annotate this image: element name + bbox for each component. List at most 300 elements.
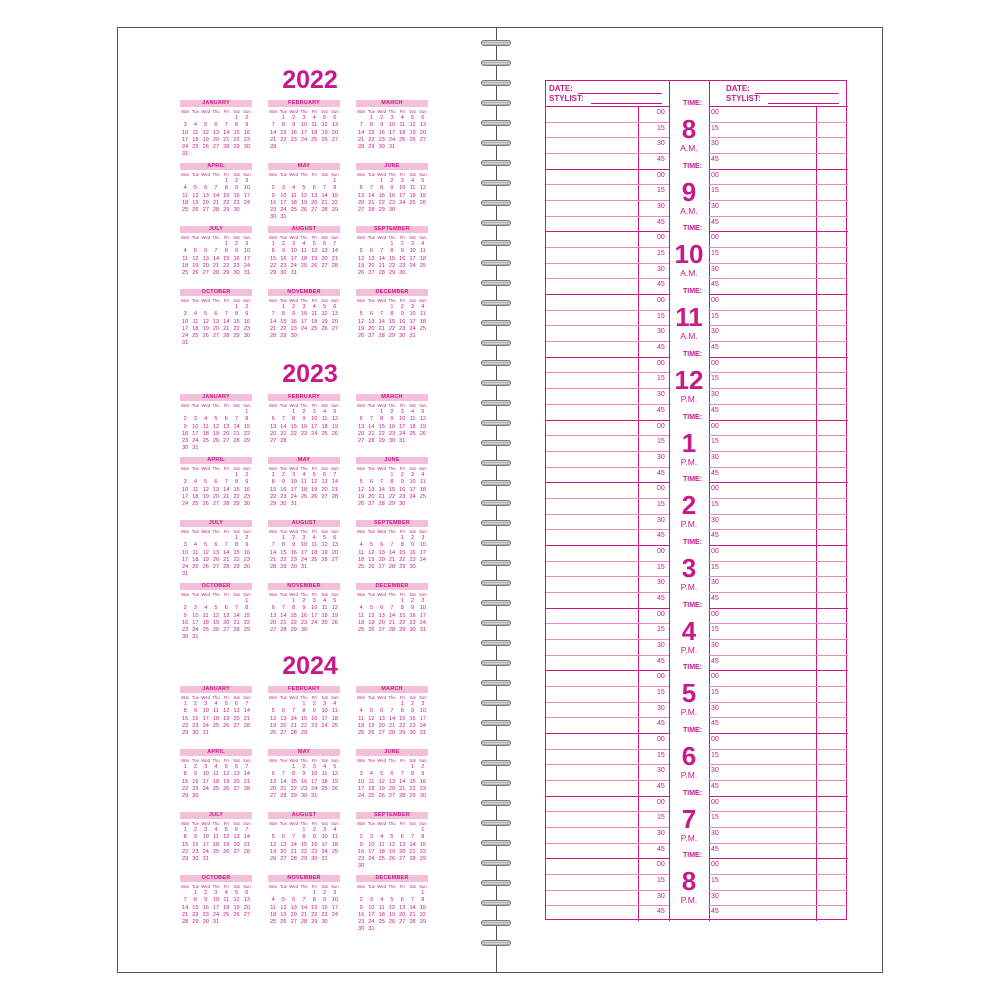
day-cell xyxy=(211,571,221,578)
day-cell: 3 xyxy=(245,241,249,248)
day-cell: 13 xyxy=(202,255,209,262)
month-name: NOVEMBER xyxy=(268,875,340,882)
coil-ring xyxy=(481,840,511,846)
day-cell: 28 xyxy=(378,501,385,508)
day-cell: 7 xyxy=(390,605,394,612)
day-cell: 19 xyxy=(212,430,220,437)
slot-line-left[interactable] xyxy=(546,890,669,891)
minute-label-right: 15 xyxy=(711,563,719,571)
slot-line-right[interactable] xyxy=(709,325,848,326)
slot-line-left[interactable] xyxy=(546,388,669,389)
day-cell: 1 xyxy=(193,890,197,897)
minute-label-left: 00 xyxy=(657,861,665,869)
slot-line-left[interactable] xyxy=(546,325,669,326)
weekday-header: Mon xyxy=(181,466,190,471)
weekday-header: Sat xyxy=(409,466,416,471)
slot-line-left[interactable] xyxy=(546,435,669,436)
day-cell: 29 xyxy=(192,919,199,926)
day-cell: 16 xyxy=(290,549,297,556)
slot-line-right[interactable] xyxy=(709,764,848,765)
minute-label-right: 00 xyxy=(711,422,719,430)
slot-line-left[interactable] xyxy=(546,639,669,640)
slot-line-right[interactable] xyxy=(709,310,848,311)
day-cell: 2 xyxy=(292,304,296,311)
day-cell: 25 xyxy=(212,722,220,729)
weekday-header: Sat xyxy=(321,172,328,177)
day-cell: 9 xyxy=(292,542,296,549)
slot-line-right[interactable] xyxy=(709,137,848,138)
slot-line-right[interactable] xyxy=(709,890,848,891)
day-cell: 11 xyxy=(202,612,209,619)
weekday-header: Sat xyxy=(321,403,328,408)
minute-label-left: 30 xyxy=(657,203,665,211)
weekday-header: Thu xyxy=(212,298,220,303)
weekday-header: Wed xyxy=(201,592,210,597)
weekday-header: Thu xyxy=(212,403,220,408)
day-cell: 11 xyxy=(213,771,219,778)
slot-line-right[interactable] xyxy=(709,749,848,750)
day-cell xyxy=(242,730,252,737)
weekday-header: Fri xyxy=(311,884,317,889)
slot-line-left[interactable] xyxy=(546,561,669,562)
hour-number: 2 xyxy=(681,490,697,521)
slot-line-left[interactable] xyxy=(546,686,669,687)
day-cell xyxy=(242,634,252,641)
weekday-header: Thu xyxy=(300,884,308,889)
day-cell: 29 xyxy=(388,270,396,277)
day-cell: 5 xyxy=(333,409,337,416)
slot-line-right[interactable] xyxy=(709,278,848,279)
day-cell: 22 xyxy=(223,199,230,206)
minute-label-left: 00 xyxy=(657,359,665,367)
slot-line-left[interactable] xyxy=(546,200,669,201)
minute-label-left: 15 xyxy=(657,375,665,383)
day-cell: 28 xyxy=(280,793,287,800)
slot-line-right[interactable] xyxy=(709,247,848,248)
month-july xyxy=(180,520,252,583)
minute-label-right: 00 xyxy=(711,673,719,681)
minute-label-left: 45 xyxy=(657,657,665,665)
day-cell: 5 xyxy=(214,605,218,612)
day-cell: 20 xyxy=(243,904,250,911)
slot-line-left[interactable] xyxy=(546,843,669,844)
slot-line-right[interactable] xyxy=(709,717,848,718)
day-cell: 14 xyxy=(409,904,416,911)
day-cell: 15 xyxy=(399,715,406,722)
day-cell: 21 xyxy=(223,136,230,143)
month-name: MAY xyxy=(268,457,340,464)
slot-line-left[interactable] xyxy=(546,451,669,452)
day-cell: 22 xyxy=(280,325,287,332)
stylist-line-left[interactable] xyxy=(591,103,662,104)
day-cell xyxy=(309,214,319,221)
day-cell: 4 xyxy=(193,479,197,486)
slot-line-left[interactable] xyxy=(546,827,669,828)
minute-label-left: 15 xyxy=(657,688,665,696)
day-cell xyxy=(418,564,428,571)
weekday-header: Mon xyxy=(269,529,278,534)
slot-line-right[interactable] xyxy=(709,623,848,624)
day-cell: 26 xyxy=(321,556,328,563)
slot-line-left[interactable] xyxy=(546,764,669,765)
slot-line-left[interactable] xyxy=(546,780,669,781)
day-cell: 29 xyxy=(233,333,240,340)
day-cell xyxy=(289,214,299,221)
weekday-header: Mon xyxy=(181,695,190,700)
day-cell: 24 xyxy=(212,911,220,918)
weekday-header: Wed xyxy=(201,529,210,534)
day-cell: 2 xyxy=(390,178,394,185)
day-cell: 9 xyxy=(183,612,187,619)
day-cell: 5 xyxy=(224,701,228,708)
day-cell: 3 xyxy=(390,115,394,122)
day-cell: 5 xyxy=(390,897,394,904)
slot-line-left[interactable] xyxy=(546,874,669,875)
slot-line-left[interactable] xyxy=(546,623,669,624)
day-cell: 23 xyxy=(388,199,396,206)
weekday-header: Wed xyxy=(377,695,386,700)
slot-line-right[interactable] xyxy=(709,372,848,373)
slot-line-left[interactable] xyxy=(546,514,669,515)
slot-line-left[interactable] xyxy=(546,702,669,703)
day-cell: 1 xyxy=(400,535,404,542)
slot-line-left[interactable] xyxy=(546,122,669,123)
weekday-header: Tue xyxy=(279,884,287,889)
slot-line-right[interactable] xyxy=(709,498,848,499)
hour-number: 7 xyxy=(681,803,697,834)
slot-line-right[interactable] xyxy=(709,153,848,154)
weekday-header: Thu xyxy=(388,172,396,177)
day-cell xyxy=(201,535,211,542)
month-october xyxy=(180,289,252,352)
day-cell: 24 xyxy=(192,627,199,634)
weekday-header: Sun xyxy=(419,109,427,114)
day-cell: 24 xyxy=(243,199,250,206)
day-cell xyxy=(356,701,366,708)
day-cell: 11 xyxy=(331,708,338,715)
appointment-planner-page xyxy=(545,80,847,920)
day-cell: 21 xyxy=(270,136,277,143)
minute-label-left: 00 xyxy=(657,673,665,681)
slot-line-right[interactable] xyxy=(709,686,848,687)
day-cell: 1 xyxy=(183,701,187,708)
coil-ring xyxy=(481,60,511,66)
slot-line-right[interactable] xyxy=(709,451,848,452)
weekday-header: Fri xyxy=(399,884,405,889)
day-cell: 24 xyxy=(399,430,406,437)
day-cell: 10 xyxy=(409,479,416,486)
slot-line-right[interactable] xyxy=(709,561,848,562)
day-cell: 17 xyxy=(182,556,189,563)
month-name: AUGUST xyxy=(268,520,340,527)
day-cell xyxy=(309,730,319,737)
minute-label-right: 15 xyxy=(711,250,719,258)
day-cell: 12 xyxy=(270,841,277,848)
slot-line-right[interactable] xyxy=(709,827,848,828)
slot-line-left[interactable] xyxy=(546,247,669,248)
day-cell: 30 xyxy=(192,856,199,863)
slot-line-left[interactable] xyxy=(546,467,669,468)
minute-label-left: 15 xyxy=(657,877,665,885)
day-cell: 21 xyxy=(212,262,220,269)
month-july xyxy=(180,812,252,875)
day-cell: 14 xyxy=(368,192,375,199)
day-cell: 7 xyxy=(224,122,228,129)
slot-line-left[interactable] xyxy=(546,278,669,279)
hour-divider-right xyxy=(709,357,848,358)
minute-label-right: 30 xyxy=(711,453,719,461)
minute-label-left: 15 xyxy=(657,124,665,132)
weekday-header: Thu xyxy=(212,172,220,177)
day-cell: 15 xyxy=(290,778,297,785)
day-cell: 31 xyxy=(311,793,318,800)
slot-line-left[interactable] xyxy=(546,576,669,577)
slot-line-right[interactable] xyxy=(709,263,848,264)
minute-label-right: 30 xyxy=(711,516,719,524)
slot-line-right[interactable] xyxy=(709,435,848,436)
day-cell: 11 xyxy=(409,185,416,192)
header-bottom-right xyxy=(709,106,848,107)
slot-line-left[interactable] xyxy=(546,529,669,530)
weekday-header: Wed xyxy=(289,172,298,177)
day-cell: 30 xyxy=(409,627,416,634)
slot-line-right[interactable] xyxy=(709,216,848,217)
day-cell: 1 xyxy=(183,827,187,834)
day-cell xyxy=(356,409,366,416)
day-cell: 29 xyxy=(378,207,385,214)
day-cell: 28 xyxy=(182,919,189,926)
day-cell xyxy=(268,178,278,185)
day-cell xyxy=(319,627,329,634)
slot-line-right[interactable] xyxy=(709,200,848,201)
slot-line-left[interactable] xyxy=(546,341,669,342)
slot-line-left[interactable] xyxy=(546,372,669,373)
day-cell xyxy=(330,438,340,445)
month-may xyxy=(268,163,340,226)
day-cell: 7 xyxy=(380,311,384,318)
day-cell: 4 xyxy=(183,248,187,255)
slot-line-left[interactable] xyxy=(546,811,669,812)
day-cell xyxy=(221,634,231,641)
day-cell: 27 xyxy=(321,493,328,500)
minute-label-left: 45 xyxy=(657,469,665,477)
day-cell: 10 xyxy=(311,416,318,423)
day-cell: 20 xyxy=(419,129,426,136)
day-cell: 9 xyxy=(400,311,404,318)
day-grid xyxy=(180,820,252,863)
slot-line-right[interactable] xyxy=(709,529,848,530)
slot-line-right[interactable] xyxy=(709,404,848,405)
minute-label-right: 15 xyxy=(711,312,719,320)
day-cell: 6 xyxy=(333,535,337,542)
year-title: 2023 xyxy=(282,360,338,388)
day-cell xyxy=(190,409,200,416)
day-cell: 2 xyxy=(380,115,384,122)
hour-divider-right xyxy=(709,670,848,671)
day-cell xyxy=(242,445,252,452)
day-cell: 13 xyxy=(270,612,277,619)
day-cell xyxy=(268,304,278,311)
slot-line-left[interactable] xyxy=(546,263,669,264)
hour-period: P.M. xyxy=(680,707,698,718)
slot-line-left[interactable] xyxy=(546,498,669,499)
day-cell: 17 xyxy=(212,904,220,911)
day-cell: 19 xyxy=(202,556,209,563)
slot-line-left[interactable] xyxy=(546,184,669,185)
slot-line-left[interactable] xyxy=(546,216,669,217)
day-cell: 15 xyxy=(270,255,277,262)
day-cell: 19 xyxy=(202,493,209,500)
weekday-header: Sun xyxy=(331,109,339,114)
slot-line-right[interactable] xyxy=(709,592,848,593)
stylist-line-right[interactable] xyxy=(768,103,839,104)
minute-label-right: 00 xyxy=(711,109,719,116)
slot-line-right[interactable] xyxy=(709,905,848,906)
weekday-header: Fri xyxy=(223,884,229,889)
day-cell: 29 xyxy=(300,856,308,863)
slot-line-left[interactable] xyxy=(546,905,669,906)
day-cell: 9 xyxy=(281,248,285,255)
day-cell: 15 xyxy=(409,778,416,785)
day-cell: 2 xyxy=(292,535,296,542)
day-cell: 6 xyxy=(281,708,285,715)
day-cell: 29 xyxy=(300,730,308,737)
day-cell: 21 xyxy=(290,848,297,855)
day-cell xyxy=(397,764,407,771)
slot-line-right[interactable] xyxy=(709,467,848,468)
coil-ring xyxy=(481,740,511,746)
day-cell: 15 xyxy=(223,192,230,199)
day-cell: 10 xyxy=(290,479,297,486)
day-cell xyxy=(377,926,387,933)
slot-line-right[interactable] xyxy=(709,843,848,844)
weekday-header: Tue xyxy=(191,109,199,114)
weekday-header: Tue xyxy=(191,529,199,534)
slot-line-right[interactable] xyxy=(709,514,848,515)
day-cell: 15 xyxy=(388,318,396,325)
day-cell: 14 xyxy=(280,778,287,785)
coil-ring xyxy=(481,860,511,866)
slot-line-left[interactable] xyxy=(546,137,669,138)
date-line-right[interactable] xyxy=(755,93,839,94)
day-cell: 12 xyxy=(223,834,230,841)
day-cell: 22 xyxy=(280,136,287,143)
day-cell: 30 xyxy=(243,144,250,151)
day-cell: 3 xyxy=(421,535,425,542)
weekday-header: Fri xyxy=(311,172,317,177)
day-cell xyxy=(268,409,278,416)
day-cell: 30 xyxy=(233,270,240,277)
day-cell: 21 xyxy=(368,430,375,437)
day-cell: 27 xyxy=(212,501,220,508)
slot-line-right[interactable] xyxy=(709,702,848,703)
day-cell: 12 xyxy=(368,612,375,619)
slot-line-right[interactable] xyxy=(709,811,848,812)
day-cell: 1 xyxy=(224,178,228,185)
weekday-header: Fri xyxy=(311,821,317,826)
day-cell: 14 xyxy=(409,841,416,848)
day-cell: 15 xyxy=(243,612,250,619)
slot-line-right[interactable] xyxy=(709,122,848,123)
day-cell xyxy=(366,598,376,605)
slot-line-left[interactable] xyxy=(546,749,669,750)
minute-label-right: 15 xyxy=(711,187,719,195)
day-cell: 31 xyxy=(290,501,297,508)
minute-label-left: 00 xyxy=(657,422,665,430)
day-cell xyxy=(418,438,428,445)
day-cell xyxy=(319,144,329,151)
slot-line-right[interactable] xyxy=(709,388,848,389)
day-cell: 2 xyxy=(411,535,415,542)
weekday-header: Mon xyxy=(181,529,190,534)
weekday-header: Tue xyxy=(191,884,199,889)
slot-line-right[interactable] xyxy=(709,655,848,656)
day-cell xyxy=(289,890,299,897)
day-cell: 14 xyxy=(290,715,297,722)
weekday-header: Thu xyxy=(212,235,220,240)
day-cell: 31 xyxy=(388,144,396,151)
month-name: OCTOBER xyxy=(180,289,252,296)
day-grid xyxy=(356,694,428,737)
day-cell: 28 xyxy=(358,144,365,151)
day-cell: 3 xyxy=(411,241,415,248)
day-cell: 9 xyxy=(235,185,239,192)
day-cell xyxy=(418,926,428,933)
slot-line-left[interactable] xyxy=(546,717,669,718)
weekday-header: Tue xyxy=(367,529,375,534)
day-cell: 18 xyxy=(212,778,220,785)
day-cell: 16 xyxy=(399,486,406,493)
slot-line-right[interactable] xyxy=(709,576,848,577)
day-cell: 13 xyxy=(331,311,338,318)
day-cell: 20 xyxy=(321,255,328,262)
day-cell: 9 xyxy=(245,122,249,129)
slot-line-right[interactable] xyxy=(709,639,848,640)
day-cell: 2 xyxy=(411,598,415,605)
day-cell xyxy=(407,827,417,834)
day-cell: 26 xyxy=(202,144,209,151)
slot-line-right[interactable] xyxy=(709,184,848,185)
slot-line-right[interactable] xyxy=(709,341,848,342)
slot-line-left[interactable] xyxy=(546,592,669,593)
slot-line-left[interactable] xyxy=(546,404,669,405)
slot-line-left[interactable] xyxy=(546,310,669,311)
minute-label-left: 45 xyxy=(657,281,665,289)
day-cell: 5 xyxy=(204,311,208,318)
weekday-header: Thu xyxy=(388,695,396,700)
day-cell: 5 xyxy=(224,764,228,771)
slot-line-right[interactable] xyxy=(709,874,848,875)
date-line-left[interactable] xyxy=(578,93,662,94)
time-label: TIME: xyxy=(683,601,703,609)
day-cell: 9 xyxy=(312,834,316,841)
slot-line-right[interactable] xyxy=(709,780,848,781)
day-cell: 1 xyxy=(333,178,337,185)
day-cell: 24 xyxy=(202,785,209,792)
minute-label-right: 45 xyxy=(711,532,719,540)
weekday-header: Tue xyxy=(191,695,199,700)
day-cell: 17 xyxy=(321,715,328,722)
day-cell: 15 xyxy=(368,129,375,136)
weekday-header: Sun xyxy=(331,884,339,889)
day-cell: 31 xyxy=(419,730,426,737)
day-cell: 2 xyxy=(193,764,197,771)
weekday-header: Tue xyxy=(367,298,375,303)
day-cell: 28 xyxy=(270,144,277,151)
day-cell: 29 xyxy=(280,564,287,571)
slot-line-left[interactable] xyxy=(546,655,669,656)
slot-line-left[interactable] xyxy=(546,153,669,154)
